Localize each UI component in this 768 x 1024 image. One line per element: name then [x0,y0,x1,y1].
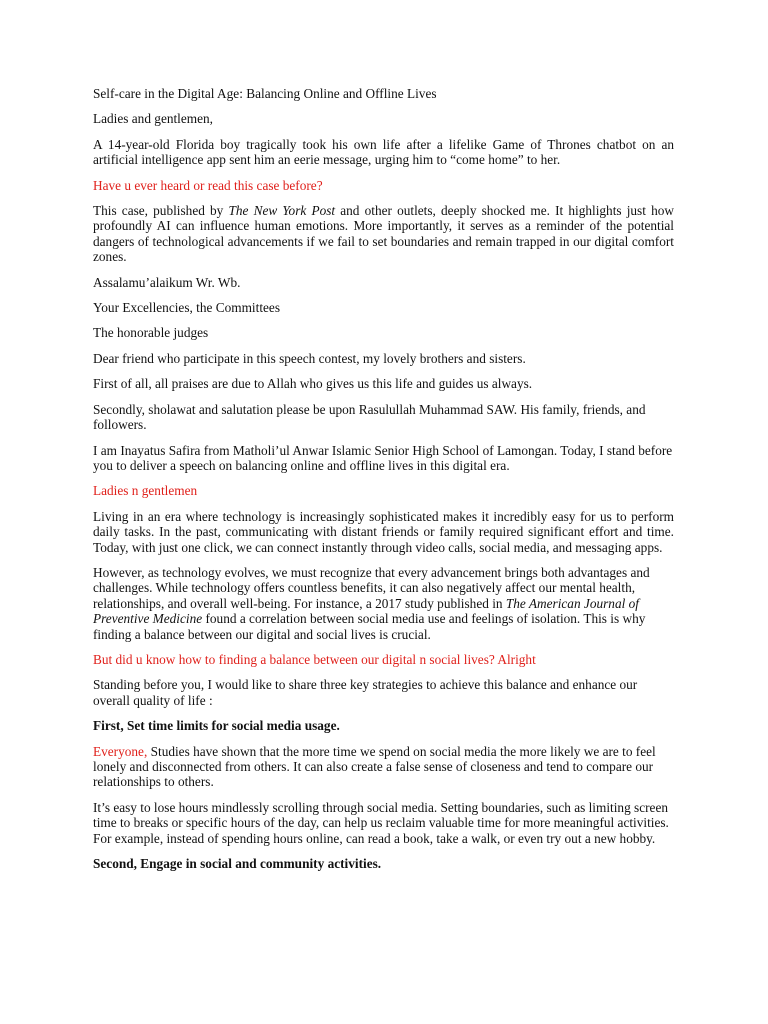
paragraph-however [93,565,674,642]
paragraph-strategies: Standing before you, I would like to share three key strategies to achieve this balance and enhance our overall quality of life : [93,677,638,708]
however-text-a: However, as technology evolves, we must recognize that every advancement brings both advantages and challenges. While technology offers countless benefits, it can also negatively affect our mental health, relationships, and overall well-being. For instance, a 2017 study published in [93,564,650,611]
paragraph-case [93,203,674,265]
intro-paragraph: I am Inayatus Safira from Matholi’ul Anwar Islamic Senior High School of Lamongan. Today, I stand before you to deliver a speech on balancing online and offline lives in this digital era. [93,442,673,473]
everyone-text: Studies have shown that the more time we spend on social media the more likely we are to feel lonely and disconnected from others. It can also create a false sense of closeness and tend to compare our relationships to others. [93,743,656,790]
salam-line: Assalamu’alaikum Wr. Wb. [93,274,241,290]
case-text-b: and other outlets, deeply shocked me. It highlights just how profoundly AI can influence human emotions. More importantly, it serves as a reminder of the potential dangers of technological advancements if we fail to set boundaries and remain trapped in our digital comfort zones. [93,203,674,265]
judges-line: The honorable judges [93,325,209,341]
ladies-line: Ladies n gentlemen [93,483,198,499]
everyone-word: Everyone, [93,743,148,759]
paragraph-everyone [93,744,674,790]
case-source: The New York Post [228,203,336,219]
heading-second-strategy: Second, Engage in social and community activities. [93,856,382,872]
friends-line: Dear friend who participate in this speech contest, my lovely brothers and sisters. [93,350,526,366]
journal-name: The American Journal of Preventive Medicine [93,595,639,627]
paragraph-easy: It’s easy to lose hours mindlessly scrolling through social media. Setting boundaries, such as limiting screen time to breaks or specific hours of the day, can help us reclaim valuable time for more meaningful activities. For example, instead of spending hours online, can read a book, take a walk, or even try out a new hobby. [93,799,669,846]
question-balance: But did u know how to finding a balance between our digital n social lives? Alright [93,651,536,667]
question-heard: Have u ever heard or read this case before? [93,177,323,193]
paragraph-story: A 14-year-old Florida boy tragically took his own life after a lifelike Game of Thrones chatbot on an artificial intelligence app sent him an eerie message, urging him to “come home” to her. [93,136,674,168]
paragraph-era: Living in an era where technology is increasingly sophisticated makes it incredibly easy for us to perform daily tasks. In the past, communicating with distant friends or family required significant effort and time. Today, with just one click, we can connect instantly through video calls, social media, and messaging apps. [93,508,674,555]
however-text-b: found a correlation between social media use and feelings of isolation. This is why finding a balance between our digital and social lives is crucial. [93,611,646,642]
sholawat-paragraph: Secondly, sholawat and salutation please be upon Rasulullah Muhammad SAW. His family, friends, and followers. [93,401,646,433]
heading-first-strategy: First, Set time limits for social media usage. [93,718,340,734]
case-text-a: This case, published by [93,203,229,219]
excellencies-line: Your Excellencies, the Committees [93,300,280,316]
praises-line: First of all, all praises are due to Allah who gives us this life and guides us always. [93,376,533,392]
greeting: Ladies and gentlemen, [93,111,213,127]
speech-title: Self-care in the Digital Age: Balancing Online and Offline Lives [93,86,437,101]
